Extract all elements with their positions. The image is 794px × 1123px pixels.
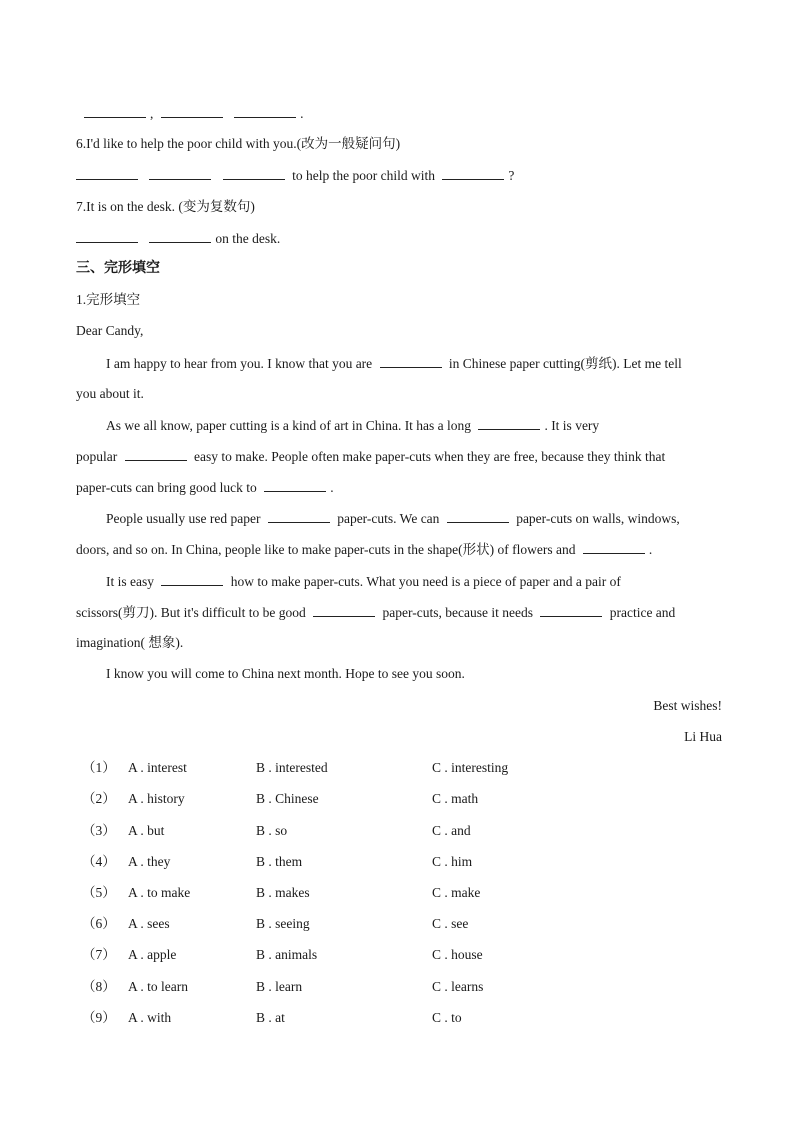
- answer-text: to help the poor child with: [292, 168, 435, 183]
- letter-paragraph-4: [106, 572, 722, 591]
- option-a[interactable]: A . they: [128, 854, 171, 869]
- option-a[interactable]: A . sees: [128, 916, 170, 931]
- answer-blank[interactable]: [161, 572, 223, 586]
- letter-text: As we all know, paper cutting is a kind of art in China. It has a long: [106, 418, 472, 433]
- letter-signature: Li Hua: [684, 729, 722, 744]
- option-c[interactable]: C . interesting: [432, 760, 509, 775]
- separator: ,: [150, 106, 154, 121]
- answer-blank[interactable]: [149, 166, 211, 180]
- letter-line: [76, 603, 722, 622]
- answer-blank[interactable]: [478, 416, 540, 430]
- question-number: （3）: [82, 823, 116, 838]
- separator: .: [300, 106, 304, 121]
- letter-text: . It is very: [544, 418, 600, 433]
- letter-paragraph-5: I know you will come to China next month. Hope to see you soon.: [106, 666, 465, 681]
- option-b[interactable]: B . seeing: [256, 916, 310, 931]
- section-heading: 三、完形填空: [76, 260, 160, 276]
- option-b[interactable]: B . at: [256, 1010, 285, 1025]
- option-a[interactable]: A . to make: [128, 885, 191, 900]
- letter-line: [76, 540, 722, 559]
- question-number: （6）: [82, 916, 116, 931]
- option-c[interactable]: C . him: [432, 854, 473, 869]
- question-number: （1）: [82, 760, 116, 775]
- answer-blank[interactable]: [442, 166, 504, 180]
- letter-text: paper-cuts can bring good luck to: [76, 480, 257, 495]
- letter-text: paper-cuts on walls, windows,: [516, 511, 680, 526]
- question-number: （9）: [82, 1010, 116, 1025]
- answer-blank[interactable]: [313, 603, 375, 617]
- answer-blank[interactable]: [76, 229, 138, 243]
- answer-line-top: [80, 104, 722, 123]
- letter-paragraph-2: [106, 416, 722, 435]
- option-c[interactable]: C . see: [432, 916, 469, 931]
- letter-greeting: Dear Candy,: [76, 323, 144, 338]
- answer-blank[interactable]: [84, 104, 146, 118]
- option-a[interactable]: A . with: [128, 1010, 172, 1025]
- question-number: （7）: [82, 947, 116, 962]
- letter-text: in Chinese paper cutting(剪纸). Let me tell: [448, 356, 682, 371]
- question-number: （5）: [82, 885, 116, 900]
- option-c[interactable]: C . and: [432, 823, 471, 838]
- answer-blank[interactable]: [149, 229, 211, 243]
- question-7-answer-line: [76, 229, 722, 248]
- letter-text: easy to make. People often make paper-cuts when they are free, because they think that: [194, 449, 666, 464]
- answer-text: on the desk.: [215, 231, 281, 246]
- letter-text: popular: [76, 449, 118, 464]
- letter-line: [76, 447, 722, 466]
- option-a[interactable]: A . but: [128, 823, 165, 838]
- option-c[interactable]: C . make: [432, 885, 481, 900]
- question-6-answer-line: [76, 166, 722, 185]
- letter-text: paper-cuts. We can: [337, 511, 440, 526]
- option-b[interactable]: B . Chinese: [256, 791, 319, 806]
- option-a[interactable]: A . apple: [128, 947, 177, 962]
- answer-text: ?: [508, 168, 515, 183]
- answer-blank[interactable]: [76, 166, 138, 180]
- letter-text: practice and: [609, 605, 676, 620]
- option-b[interactable]: B . interested: [256, 760, 328, 775]
- letter-text: how to make paper-cuts. What you need is a piece of paper and a pair of: [230, 574, 621, 589]
- answer-blank[interactable]: [264, 478, 326, 492]
- option-a[interactable]: A . to learn: [128, 979, 188, 994]
- letter-text: I am happy to hear from you. I know that you are: [106, 356, 373, 371]
- option-b[interactable]: B . so: [256, 823, 288, 838]
- option-c[interactable]: C . house: [432, 947, 483, 962]
- letter-closing: Best wishes!: [653, 698, 722, 713]
- answer-blank[interactable]: [125, 447, 187, 461]
- option-c[interactable]: C . learns: [432, 979, 484, 994]
- question-6-prompt: 6.I'd like to help the poor child with you.(改为一般疑问句): [76, 136, 401, 151]
- letter-paragraph-3: [106, 509, 722, 528]
- letter-text: doors, and so on. In China, people like to make paper-cuts in the shape(形状) of flowers and: [76, 542, 576, 557]
- answer-blank[interactable]: [380, 354, 442, 368]
- answer-blank[interactable]: [161, 104, 223, 118]
- letter-line: [76, 478, 722, 497]
- answer-blank[interactable]: [234, 104, 296, 118]
- answer-blank[interactable]: [583, 540, 645, 554]
- option-a[interactable]: A . history: [128, 791, 185, 806]
- letter-text: .: [330, 480, 334, 495]
- answer-blank[interactable]: [540, 603, 602, 617]
- option-b[interactable]: B . learn: [256, 979, 303, 994]
- option-c[interactable]: C . to: [432, 1010, 462, 1025]
- letter-text: scissors(剪刀). But it's difficult to be good: [76, 605, 306, 620]
- letter-text: People usually use red paper: [106, 511, 261, 526]
- question-number: （8）: [82, 979, 116, 994]
- option-b[interactable]: B . makes: [256, 885, 310, 900]
- answer-blank[interactable]: [447, 509, 509, 523]
- subsection-title: 1.完形填空: [76, 292, 141, 307]
- option-a[interactable]: A . interest: [128, 760, 187, 775]
- letter-paragraph-1: [106, 354, 722, 373]
- answer-blank[interactable]: [268, 509, 330, 523]
- letter-text: imagination( 想象).: [76, 635, 184, 650]
- letter-text: It is easy: [106, 574, 154, 589]
- option-b[interactable]: B . them: [256, 854, 303, 869]
- option-b[interactable]: B . animals: [256, 947, 318, 962]
- question-7-prompt: 7.It is on the desk. (变为复数句): [76, 199, 255, 214]
- question-number: （4）: [82, 854, 116, 869]
- option-c[interactable]: C . math: [432, 791, 479, 806]
- letter-text: paper-cuts, because it needs: [382, 605, 533, 620]
- letter-text: you about it.: [76, 386, 144, 401]
- question-number: （2）: [82, 791, 116, 806]
- answer-blank[interactable]: [223, 166, 285, 180]
- letter-text: .: [648, 542, 653, 557]
